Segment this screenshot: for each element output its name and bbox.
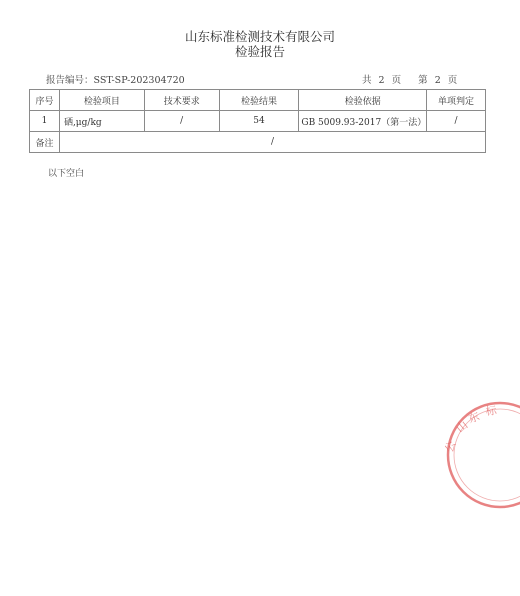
company-seal-icon [440, 395, 520, 515]
cell-index: 1 [30, 111, 60, 132]
cell-result: 54 [219, 111, 299, 132]
total-unit: 页 [391, 75, 402, 86]
notes-row [30, 132, 486, 153]
total-pages: 2 [378, 75, 385, 86]
note-label: 备注 [30, 132, 60, 153]
svg-text:山: 山 [453, 418, 471, 436]
current-unit: 页 [447, 75, 458, 86]
cell-requirement: / [144, 111, 219, 132]
current-page: 2 [434, 75, 441, 86]
cell-item: 硒,μg/kg [59, 111, 144, 132]
col-header: 技术要求 [144, 90, 219, 111]
cell-judgement: / [427, 111, 486, 132]
svg-text:东: 东 [466, 409, 482, 426]
report-number-value: SST-SP-202304720 [93, 75, 185, 86]
svg-text:标: 标 [485, 404, 498, 418]
col-header: 检验结果 [219, 90, 299, 111]
svg-text:公: 公 [442, 439, 459, 455]
col-header: 序号 [30, 90, 60, 111]
col-header: 检验依据 [299, 90, 427, 111]
blank-below-note: 以下空白 [48, 169, 85, 179]
col-header: 单项判定 [427, 90, 486, 111]
note-value: / [59, 132, 485, 153]
results-table [29, 89, 486, 153]
table-row [30, 111, 486, 132]
report-title: 检验报告 [234, 44, 285, 59]
current-label: 第 [418, 75, 428, 86]
page-info [362, 72, 461, 86]
report-number-label: 报告编号： [46, 75, 94, 86]
cell-method: GB 5009.93-2017（第一法） [299, 111, 427, 132]
table-header-row [30, 90, 486, 111]
total-label: 共 [362, 75, 372, 86]
company-name: 山东标准检测技术有限公司 [184, 29, 335, 44]
col-header: 检验项目 [59, 90, 144, 111]
report-number [46, 72, 185, 86]
